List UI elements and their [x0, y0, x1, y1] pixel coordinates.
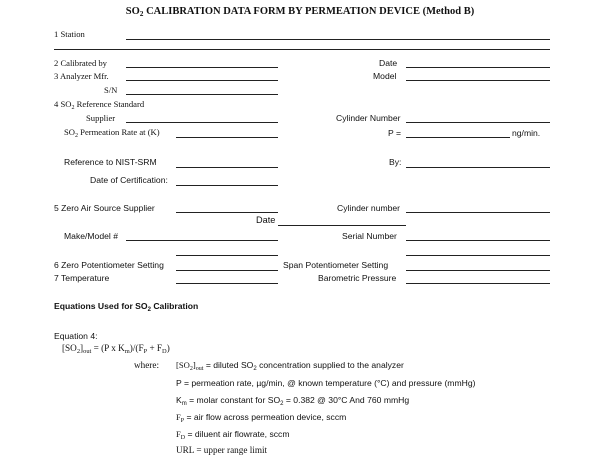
station-line[interactable] [126, 39, 550, 40]
definition-p: P = permeation rate, µg/min, @ known temperature (°C) and pressure (mmHg) [176, 378, 476, 388]
date-line[interactable] [406, 67, 550, 68]
date-of-certification-label: Date of Certification: [90, 175, 168, 185]
by-line[interactable] [406, 167, 550, 168]
zero-air-supplier-line[interactable] [176, 212, 278, 213]
make-model-line[interactable] [126, 240, 278, 241]
cylinder-number-line[interactable] [406, 122, 550, 123]
date-2-line[interactable] [278, 225, 406, 226]
barometric-pressure-line[interactable] [406, 283, 550, 284]
definition-fd: $F_D$ = diluent air flowrate, sccm [176, 429, 290, 441]
model-line[interactable] [406, 80, 550, 81]
equation-4-label: Equation 4: [54, 331, 98, 341]
date-2-label: Date [256, 215, 276, 225]
model-label: Model [373, 71, 397, 81]
date-label: Date [379, 58, 398, 68]
analyzer-mfr-label: 3 Analyzer Mfr. [54, 71, 109, 81]
supplier-label: Supplier [86, 113, 116, 123]
sn-label: S/N [104, 85, 118, 95]
supplier-line[interactable] [126, 122, 278, 123]
make-model-label: Make/Model # [64, 231, 118, 241]
zero-potentiometer-line-upper[interactable] [176, 255, 278, 256]
ng-min-unit: ng/min. [512, 128, 541, 138]
zero-potentiometer-line[interactable] [176, 270, 278, 271]
serial-number-line[interactable] [406, 240, 550, 241]
where-label: where: [134, 360, 159, 370]
definition-fp: $F_P$ = air flow across permeation device, sccm [176, 412, 347, 424]
date-of-certification-line[interactable] [176, 185, 278, 186]
calibrated-by-label: 2 Calibrated by [54, 58, 107, 68]
so2-reference-label: 4 $SO_2$ Reference Standard [54, 99, 145, 111]
cylinder-number-2-label: Cylinder number [337, 203, 401, 213]
p-equals-label: P = [388, 128, 401, 138]
page-title: $SO_2$ CALIBRATION DATA FORM BY PERMEATION DEVICE (Method B) [125, 6, 475, 18]
calibrated-by-line[interactable] [126, 67, 278, 68]
permeation-rate-label: $SO_2$ Permeation Rate at (K) [64, 127, 160, 139]
equation-4-formula: $[SO_2]_{out} = (P$ x $K_m)/(F_P + F_D)$ [62, 343, 170, 355]
permeation-rate-line[interactable] [176, 137, 278, 138]
definition-url: URL = upper range limit [176, 445, 268, 455]
span-potentiometer-line-upper[interactable] [406, 255, 550, 256]
temperature-label: 7 Temperature [54, 273, 110, 283]
cylinder-number-label: Cylinder Number [336, 113, 401, 123]
serial-number-label: Serial Number [342, 231, 397, 241]
zero-potentiometer-label: 6 Zero Potentiometer Setting [54, 260, 164, 270]
station-label: 1 Station [54, 29, 85, 39]
definition-km: $K_m$ = molar constant for $SO_2 = 0.382$ @ 30°C And 760 mmHg [176, 395, 410, 407]
cylinder-number-2-line[interactable] [406, 212, 550, 213]
span-potentiometer-line[interactable] [406, 270, 550, 271]
nist-srm-line[interactable] [176, 167, 278, 168]
analyzer-mfr-line[interactable] [126, 80, 278, 81]
barometric-pressure-label: Barometric Pressure [318, 273, 397, 283]
nist-srm-label: Reference to NIST-SRM [64, 157, 157, 167]
zero-air-supplier-label: 5 Zero Air Source Supplier [54, 203, 155, 213]
definition-so2-out: $[SO_2]_{out}$ = diluted $SO_2$ concentration supplied to the analyzer [176, 360, 404, 372]
station-line-2[interactable] [54, 49, 550, 50]
equations-heading: Equations Used for $SO_2$ Calibration [54, 301, 199, 313]
span-potentiometer-label: Span Potentiometer Setting [283, 260, 389, 270]
by-label: By: [389, 157, 402, 167]
p-value-line[interactable] [406, 137, 510, 138]
sn-line[interactable] [126, 94, 278, 95]
temperature-line[interactable] [176, 283, 278, 284]
